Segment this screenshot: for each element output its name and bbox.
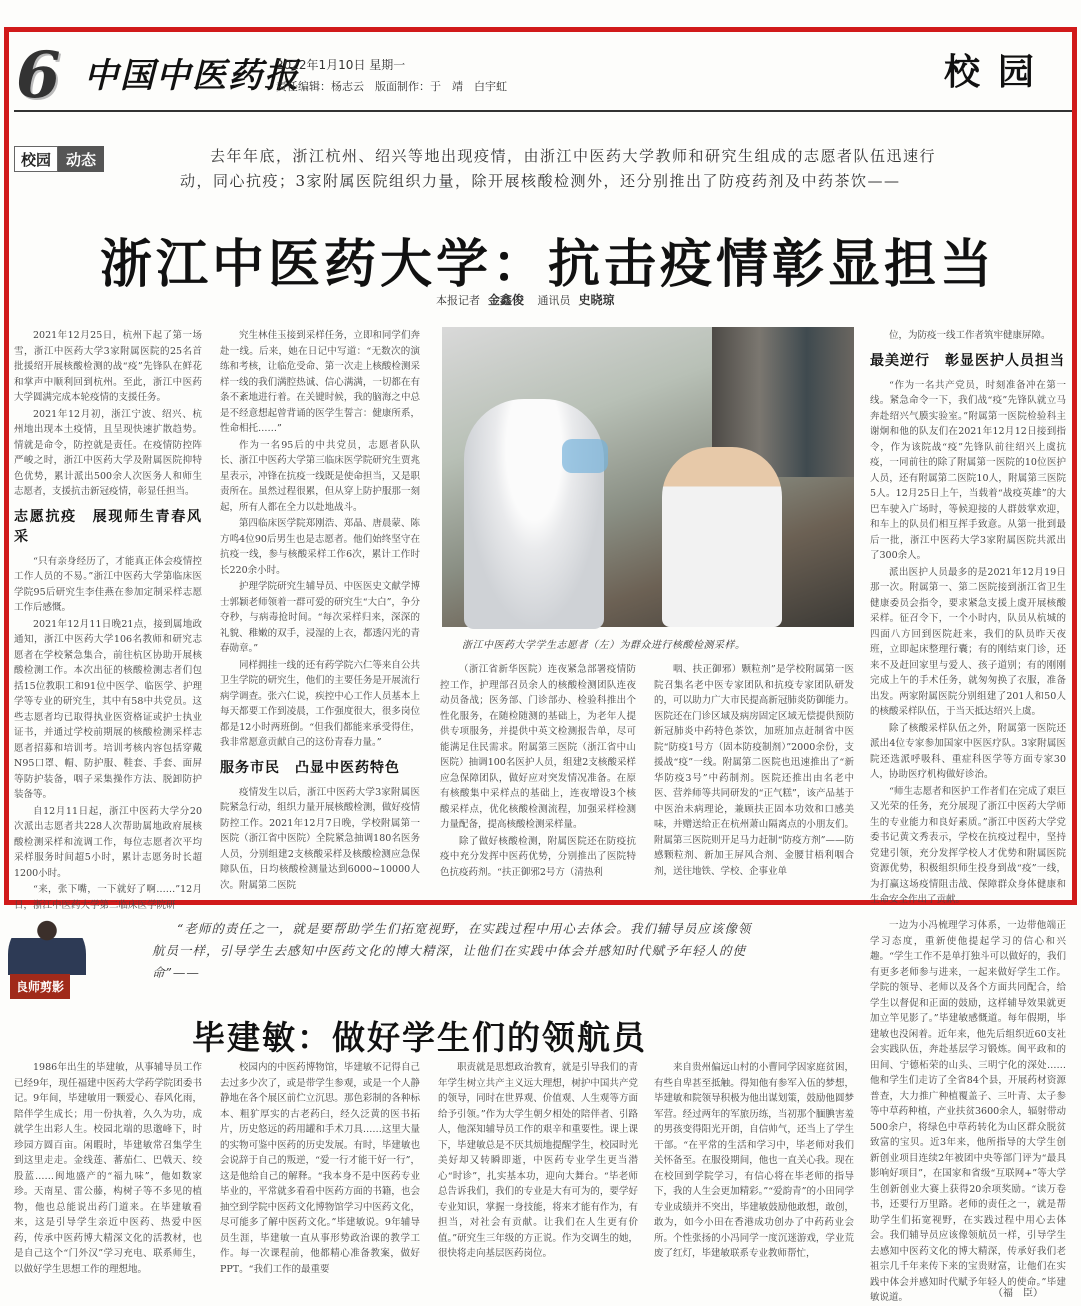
subheading: 志愿抗疫 展现师生青春风采 [14,508,202,545]
kicker-campus: 校园 [14,146,58,172]
column-tag: 良师剪影 [10,974,70,999]
photo-volunteer [464,399,604,629]
newspaper-title: 中国中医药报 [84,56,300,96]
author-credit: （福 臣） [993,1288,1043,1299]
article2-column-2: 校园内的中医药博物馆，毕建敏不记得自己去过多少次了，或是带学生参观，或是一个人静静地在各个展区前伫立沉思。那色彩制的各种标本、粗犷厚实的古老药臼，经久泛黄的医书拓片，历史悠远的药用罐和手术刀具……这里大量的实物可鉴中医药的历史发展。有时，毕建敏也会说辞于自己的叛逆，“爱一行才能干好一行”，这是他给自己的解释。“我本身不是中医药专业毕业的，平常就多看看中医药方面的书籍，也会抽空到学院中医药文化博物馆学习中医药文化，尽可能多了解中医药文化。”毕建敏说。9年辅导员生涯，毕建敏一直从事形势政治课的教学工作。每一次课程前，他都精心准备教案，做好PPT。“我们工作的最重要 [220,1062,420,1275]
article1-column-4: 咽、扶正御邪）颗粒剂”是学校附属第一医院召集名老中医专家团队和抗疫专家团队研发的，可以助力广大市民提高新冠肺炎防御能力。医院还在门诊区域及病房固定区域无偿提供预防新冠肺炎中药特色茶饮，加班加点赶制省中医院“防疫1号方（固本防疫制剂）”2000余份，支援战“疫”一线。附属第二医院也迅速推出了“新华防疫3号”中药制剂。医院还推出由名老中医、营养师等共同研发的“正气糕”，该产品基于中医治未病理论，兼顾扶正固本功效和口感美味，并赠送给正在杭州萧山隔离点的小朋友们。附属第三医院则开足马力赶制“防疫方剂”——防感颗粒剂、新加王屏风合剂、金腰甘梧利咽合剂，送往地铁、学校、企事业单 [654,664,854,877]
article1-column-3: （浙江省新华医院）连夜紧急部署疫情防控工作，护理部召员余人的核酸检测团队连夜动员备战；医务部、门诊部办、检验科推出个性化服务，在随检随测的基础上，为老年人提供专项服务，并提供中英文检测报告单，尽可能满足住民需求。附属第三医院（浙江省中山医院）抽调100名医护人员，组建2支核酸采样应急保障团队，做好应对突发情况准备。在原有核酸集中采样点的基础上，连夜增设3个核酸采样点，优化核酸检测流程，加强采样检测力量配备，提高核酸检测采样量。 除了做好核酸检测，附属医院还在防疫抗疫中充分发挥中医药优势，分别推出了医院特色抗疫药剂。“扶正御邪2号方（清热利 [440,664,636,878]
article-lead: 去年年底，浙江杭州、绍兴等地出现疫情，由浙江中医药大学教师和研究生组成的志愿者队伍迅速行动，同心抗疫；3家附属医院组织力量，除开展核酸检测外，还分别推出了防疫药剂及中药茶饮—— [180,147,937,190]
photo-caption: 浙江中医药大学学生志愿者（左）为群众进行核酸检测采样。 [462,640,746,651]
masthead-info [276,56,507,99]
subheading: 服务市民 凸显中医药特色 [220,759,400,776]
article2-headline: 毕建敏：做好学生们的领航员 [192,1018,647,1057]
article-headline: 浙江中医药大学：抗击疫情彰显担当 [100,235,997,295]
article2-column-1: 1986年出生的毕建敏，从事辅导员工作已经9年，现任福建中医药大学药学院团委书记。9年间，毕建敏用一颗爱心、春风化雨，陪伴学生成长；用一份执着，久久为功，成就学生出彩人生。校园北端的思邈峰下，时珍园方圆百亩。闲暇时，毕建敏常召集学生到这里走走。金线莲、蕃茄仁、巴戟天、绞股蓝……闽地盛产的“福九味”，他如数家珍。天南星、雷公藤，构树子等不多见的植物，他也总能说出药门道来。在毕建敏看来，这是引导学生亲近中医药、热爱中医药，传承中医药博大精深文化的活教材，也是自己这个“门外汉”学习充电、联系师生，以做好学生思想工作的理想地。 [14,1062,202,1275]
masthead [14,40,1072,112]
photo-citizen [662,447,782,627]
kicker-news: 动态 [58,146,104,172]
byline: 本报记者 金鑫俊 通讯员 史晓琼 [436,293,615,307]
article2-quote: “老师的责任之一，就是要帮助学生们拓宽视野，在实践过程中用心去体会。我们辅导员应该像领航员一样，引导学生去感知中医药文化的博大精深，让他们在实践中体会并感知时代赋予年轻人的使命”—— [152,921,752,980]
section-kicker [14,146,104,172]
photo-face-shield [562,439,608,473]
page-number: 6 [16,38,61,113]
issue-date: 2022年1月10日 星期一 [276,58,406,72]
article1-column-5: 位，为防疫一线工作者筑牢健康屏障。 最美逆行 彰显医护人员担当 “作为一名共产党员，时刻准备冲在第一线。紧急命令一下，我们战“疫”先锋队就立马奔赴绍兴气膜实验室。”附属第一医院检验科主谢炯和他的队友们在2021年12月12日接到指令，作为该院战“疫”先锋队前往绍兴上虞抗疫，一同前往的除了附属第一医院的10位医护人员，还有附属第二医院10人，附属第三医院5人。12月25日上午，当载着“战疫英雄”的大巴车驶入广场时，等候迎接的人群鼓掌欢迎，和车上的队员们相互挥手致意。从第一批到最后一批，浙江中医药大学3家附属医院共派出了300余人。 派出医护人员最多的是2021年12月19日那一次。附属第一、第二医院接到浙江省卫生健康委员会指令，要求紧急支援上虞开展核酸采样。征召令下，一个小时内，队员从杭城的四面八方回到医院赶来，我们的队员昨天夜班，立即起床整理行囊；有的刚结束门诊，还来不及赶回家里与爱人、孩子道别；有的刚刚完成上午的手术任务，就匆匆换了衣服，准备出发。两家附属医院分别组建了201人和50人的核酸采样队伍，于当天抵达绍兴上虞。 除了核酸采样队伍之外，附属第一医院还派出4位专家参加国家中医医疗队。3家附属医院还选派呼吸科、重症科医学等方面专家30人，协助医疗机构做好诊治。 “师生志愿者和医护工作者们在完成了艰巨又光荣的任务，充分展现了浙江中医药大学师生的专业能力和良好素质。”浙江中医药大学党委书记黄文秀表示，学校在抗疫过程中，坚持党建引领，充分发挥学校人才优势和附属医院资源优势，积极组织师生投身到战“疫”一线，为打赢这场疫情阻击战、保障群众身体健康和生命安全作出了贡献。 [870,330,1066,905]
article1-column-2: 究生林佳玉接到采样任务，立即和同学们奔赴一线。后来，她在日记中写道：“无数次的演练和考核，让临危受命、第一次走上核酸检测采样一线的我们满腔热诚、信心满满，一切都在有条不紊地进行着。在关键时候，我的脑海之中总是不经意想起曾背诵的医学生誓言：健康所系，性命相托……” 作为一名95后的中共党员，志愿者队队长、浙江中医药大学第三临床医学院研究生贾兆星表示，冲锋在抗疫一线既是使命担当，又是职责所在。虽然过程很累，但从穿上防护服那一刻起，所有人都在全力以赴地战斗。 第四临床医学院郑刚浩、郑晶、唐晨蒙、陈方鸣4位90后男生也是志愿者。他们始终坚守在抗疫一线，参与核酸采样工作6次，累计工作时长220余小时。 护理学院研究生辅导员、中医医史文献学博士郭颖老师领着一群可爱的研究生“大白”，争分夺秒，与病毒抢时间。“每次采样归来，深深的礼貌、稚嫩的双手，浸湿的上衣，都透闪光的青春勋章。” 同样拥挂一线的还有药学院六仁等来自公共卫生学院的研究生，他们的主要任务是开展流行病学调查。张六仁说，疾控中心工作人员基本上每天都要工作到凌晨，工作强度很大，很多岗位都是12小时两班倒。“但我们都能来承受得住，我非常愿意贡献自己的这份青春力量。” 服务市民 凸显中医药特色 疫情发生以后，浙江中医药大学3家附属医院紧急行动，组织力量开展核酸检测，做好疫情防控工作。2021年12月7日晚，学校附属第一医院（浙江省中医院）全院紧急抽调180名医务人员，分别组建2支核酸采样及核酸检测应急保障队伍，日均核酸检测量达到6000~10000人次。附属第二医院 [220,330,420,891]
subheading: 最美逆行 彰显医护人员担当 [870,352,1065,369]
article2-column-3: 职责就是思想政治教育，就是引导我们的青年学生树立共产主义远大理想，树护中国共产党的领导，同时在世界观、价值观、人生观等方面给予引领。”作为大学生朝夕相处的陪伴者、引路人，他深知辅导员工作的艰辛和重要性。课上课下，毕建敏总是不厌其烦地提醒学生，校园时光美好却又转瞬即逝，中医药专业学生更当潜心“时诊”，扎实基本功，迎向大舞台。“毕老师总告诉我们，我们的专业是大有可为的，要学好专业知识，掌握一身技能，将来才能有作为，有担当，对社会有贡献。让我们在人生更有价值。”研究生三年级的方正说。作为交调生的她，很快将走向基层医药岗位。 [438,1062,638,1259]
news-photo [442,327,854,627]
article2-column-5: 一边为小冯梳理学习体系，一边带他端正学习态度，重新使他提起学习的信心和兴趣。“学生工作不是单打独斗可以做好的，我们有更多老师参与进来，一起来做好学生工作。学院的领导、老师以及各个方面共同配合，给学生以督促和正面的鼓励，这样辅导效果就更加立竿见影了。”毕建敏感慨道。每年假期，毕建敏也没闲着。近年来，他先后组织近60支社会实践队伍，奔赴基层学习锻炼。闽平政和的田间、宁德柘荣的山头、三明宁化的深处……他和学生们走访了全省84个县，开展药材资源普查，大力推广种植覆盖子、三叶青、太子参等中草药种植，产业扶贫3600余人，辐射带动500余户，将绿色中草药转化为山区群众脱贫致富的宝贝。近3年来，他所指导的大学生创新创业项目连续2年被团中央等部门评为“最具影响好项目”，在国家和省级“互联网+”等大学生创新创业大赛上获得20余项奖励。“读万卷书，还要行万里路。老师的责任之一，就是帮助学生们拓宽视野，在实践过程中用心去体会。我们辅导员应该像领航员一样，引导学生去感知中医药文化的博大精深，传承好我们老祖宗几千年来传下来的宝贵财富，让他们在实践中体会并感知时代赋予年轻人的使命。”毕建敏说道。 [870,920,1066,1303]
section-title: 校园 [943,51,1052,93]
editors-line: 责任编辑：杨志云 版面制作：于 靖 白宇虹 [276,80,507,93]
article1-column-1: 2021年12月25日，杭州下起了第一场雪，浙江中医药大学3家附属医院的25名首批援绍开展核酸检测的战“疫”先锋队在鲜花和掌声中顺利回到杭州。至此，浙江中医药大学圆满完成本轮疫情的支援任务。 2021年12月初，浙江宁波、绍兴、杭州地出现本土疫情，且呈现快速扩散趋势。情就是命令，防控就是责任。在疫情防控阵严峻之时，浙江中医药大学及附属医院抑特色优势，累计派出500余人次医务人和师生志愿者，支援抗击新冠疫情，彰显任担当。 志愿抗疫 展现师生青春风采 “只有亲身经历了，才能真正体会疫情控工作人员的不易。”浙江中医药大学第临床医学院95后研究生李佳燕在参加定制采样志愿工作后感慨。 2021年12月11日晚21点，接到属地政通知，浙江中医药大学106名教师和研究志愿者在学校紧急集合，前往杭区协助开展核酸检测工作。本次出征的核酸检测志者们包括15位教职工和91位中医学、临医学、护理学等专业的研究生，其中有58中共党员。这些志愿者均已取得执业医资格证或护士执业证书，并通过学校前期展的核酸检测采样志愿者招募和培训考。培训考核内容包括穿戴N95口罩、帽、防护服、鞋套、手套、面屏等防护装备，咽子采集操作方法、脱卸防护装备等。 自12月11日起，浙江中医药大学分20次派出志愿者共228人次帮助属地政府展核酸检测采样和流调工作，每位志愿者次平均采样服务时间超5小时，累计志愿务时长超1200小时。 “来，张下嘴，一下就好了啊……”12月日，浙江中医药大学第二临床医学院研 [14,330,202,911]
teacher-silhouette [8,915,86,975]
article2-column-4: 来自贵州偏远山村的小曹同学因家庭贫困，有些自卑甚至抵触。得知他有参军入伍的梦想，毕建敏和院领导积极为他出谋划策，鼓励他圆梦军营。经过两年的军旅历练，当初那个腼腆害羞的男孩变得阳光开朗，自信帅气，还当上了学生干部。“在平常的生活和学习中，毕老师对我们关怀备至。在服役期间，他也一直关心我。现在在校回到学院学习，有信心将在毕老师的指导下，我的人生会更加精彩。”“爱韵青”的小田同学专业成绩并不突出，毕建敏鼓励他敢想，敢创，敢为，如今小田在香港成功创办了中药药业会所。个性张扬的小冯同学一度沉迷游戏，学业荒废了红灯，毕建敏联系专业教师帮忙， [654,1062,854,1259]
